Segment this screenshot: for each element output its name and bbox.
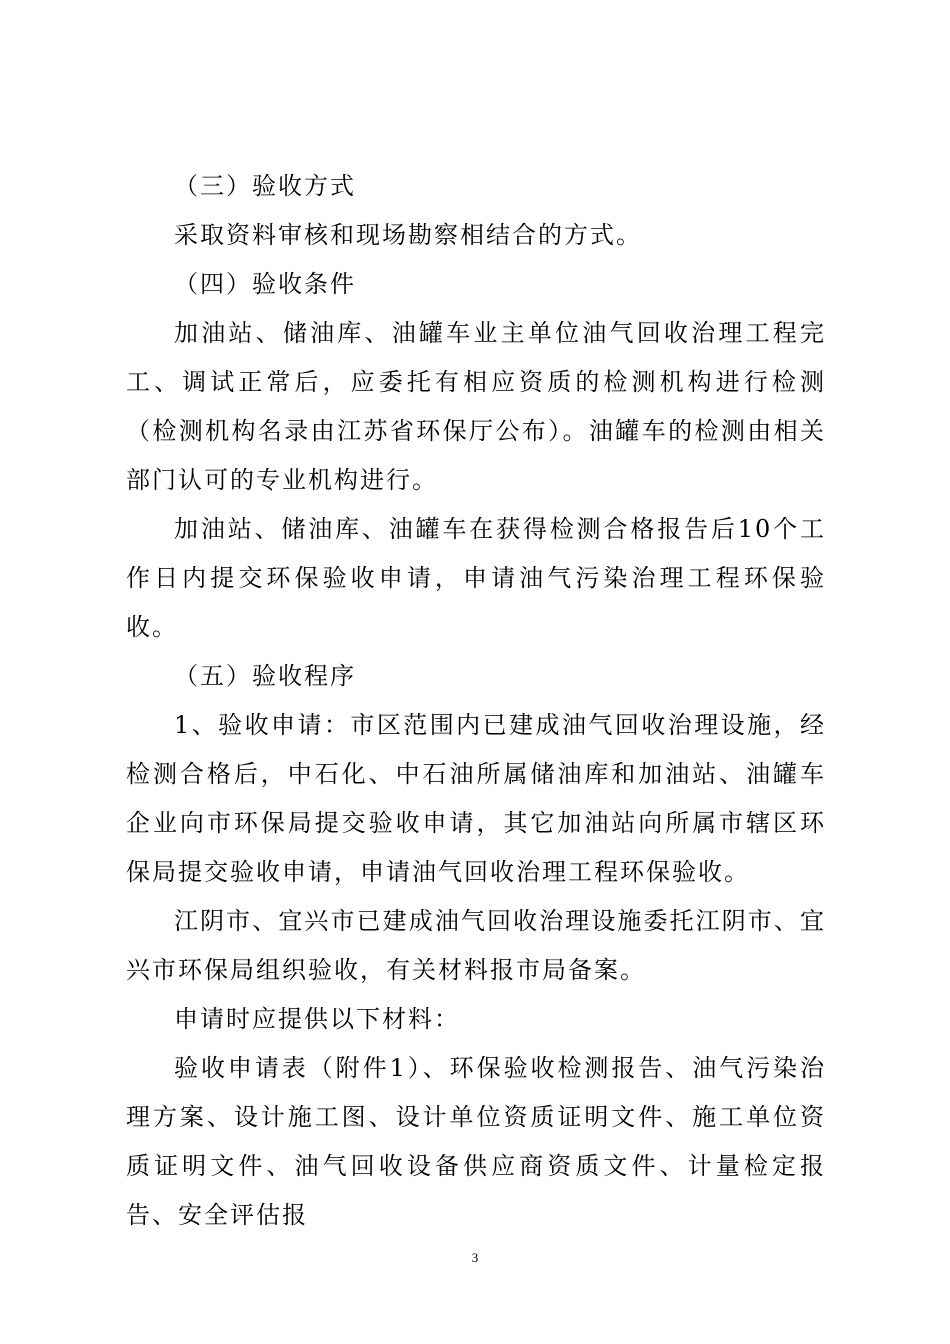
document-body xyxy=(126,162,826,1240)
section-heading-method: （三）验收方式 xyxy=(174,172,356,200)
paragraph-conditions-1: 加油站、储油库、油罐车业主单位油气回收治理工程完工、调试正常后，应委托有相应资质的检测机构进行检测（检测机构名录由江苏省环保厅公布）。油罐车的检测由相关部门认可的专业机构进行。 xyxy=(126,319,826,494)
paragraph-procedure-1: 1、验收申请：市区范围内已建成油气回收治理设施，经检测合格后，中石化、中石油所属储油库和加油站、油罐车企业向市环保局提交验收申请，其它加油站向所属市辖区环保局提交验收申请，申请油气回收治理工程环保验收。 xyxy=(126,711,826,886)
page-number: 3 xyxy=(471,1250,479,1265)
paragraph-procedure-3: 申请时应提供以下材料： xyxy=(174,1005,460,1033)
paragraph-procedure-4: 验收申请表（附件1）、环保验收检测报告、油气污染治理方案、设计施工图、设计单位资质证明文件、施工单位资质证明文件、油气回收设备供应商资质文件、计量检定报告、安全评估报 xyxy=(126,1054,826,1229)
section-heading-conditions: （四）验收条件 xyxy=(174,270,356,298)
paragraph-procedure-2: 江阴市、宜兴市已建成油气回收治理设施委托江阴市、宜兴市环保局组织验收，有关材料报市局备案。 xyxy=(126,907,826,984)
section-heading-procedure: （五）验收程序 xyxy=(174,662,356,690)
paragraph-method: 采取资料审核和现场勘察相结合的方式。 xyxy=(174,221,642,249)
paragraph-conditions-2: 加油站、储油库、油罐车在获得检测合格报告后10个工作日内提交环保验收申请，申请油气污染治理工程环保验收。 xyxy=(126,515,826,641)
